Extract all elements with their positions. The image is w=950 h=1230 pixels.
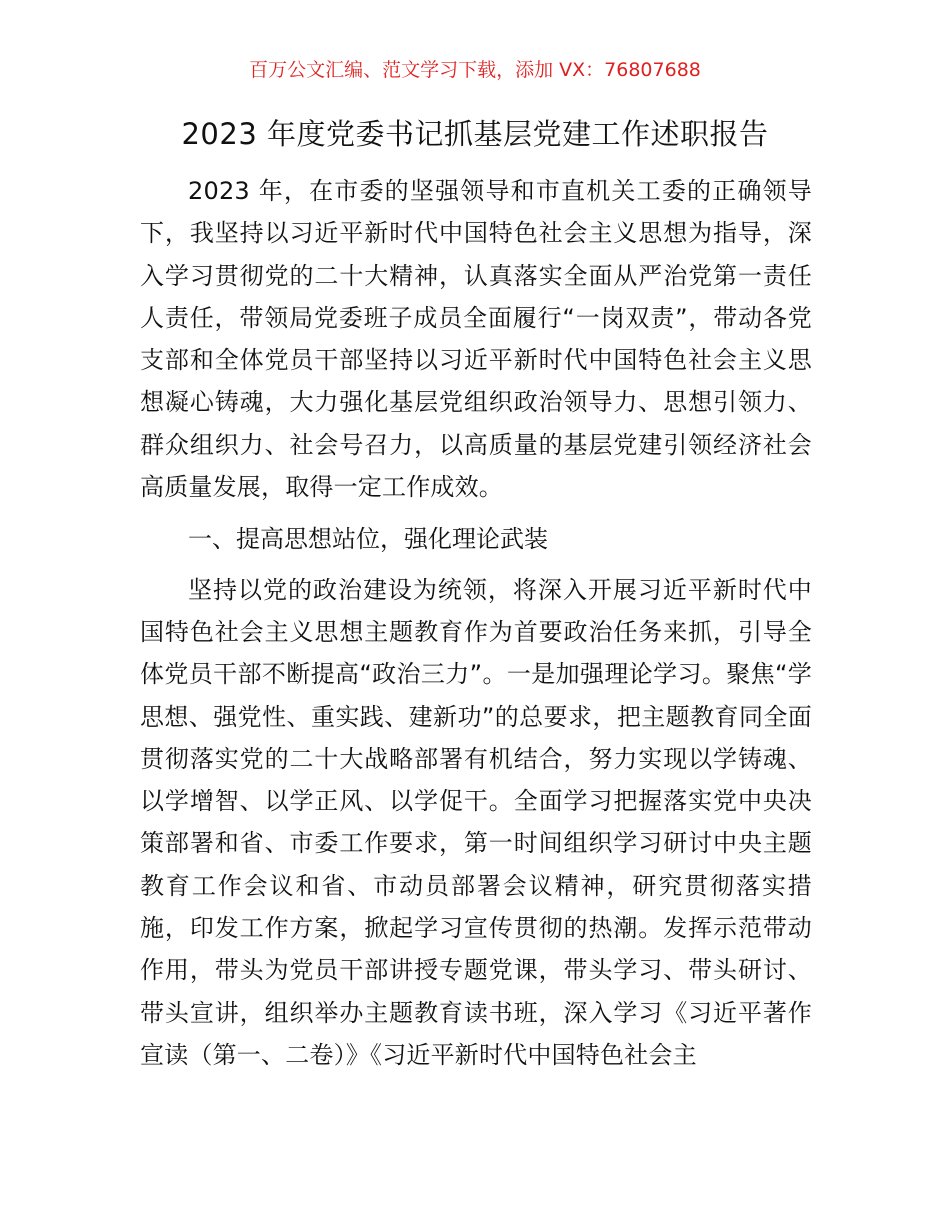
watermark-banner: 百万公文汇编、范文学习下载，添加 VX：76807688 bbox=[249, 59, 701, 81]
section-heading-1: 一、提高思想站位，强化理论武装 bbox=[188, 525, 548, 554]
document-body bbox=[140, 170, 812, 1076]
section-1-paragraph: 坚持以党的政治建设为统领，将深入开展习近平新时代中国特色社会主义思想主题教育作为首要政治任务来抓，引导全体党员干部不断提高“政治三力”。一是加强理论学习。聚焦“学思想、强党性、重实践、建新功”的总要求，把主题教育同全面贯彻落实党的二十大战略部署有机结合，努力实现以学铸魂、以学增智、以学正风、以学促干。全面学习把握落实党中央决策部署和省、市委工作要求，第一时间组织学习研讨中央主题教育工作会议和省、市动员部署会议精神，研究贯彻落实措施，印发工作方案，掀起学习宣传贯彻的热潮。发挥示范带动作用，带头为党员干部讲授专题党课，带头学习、带头研讨、带头宣讲，组织举办主题教育读书班，深入学习《习近平著作宣读（第一、二卷）》《习近平新时代中国特色社会主 bbox=[140, 575, 812, 1069]
document-title: 2023 年度党委书记抓基层党建工作述职报告 bbox=[181, 117, 769, 151]
intro-paragraph: 2023 年，在市委的坚强领导和市直机关工委的正确领导下，我坚持以习近平新时代中国特色社会主义思想为指导，深入学习贯彻党的二十大精神，认真落实全面从严治党第一责任人责任，带领局党委班子成员全面履行“一岗双责”，带动各党支部和全体党员干部坚持以习近平新时代中国特色社会主义思想凝心铸魂，大力强化基层党组织政治领导力、思想引领力、群众组织力、社会号召力，以高质量的基层党建引领经济社会高质量发展，取得一定工作成效。 bbox=[140, 177, 812, 502]
